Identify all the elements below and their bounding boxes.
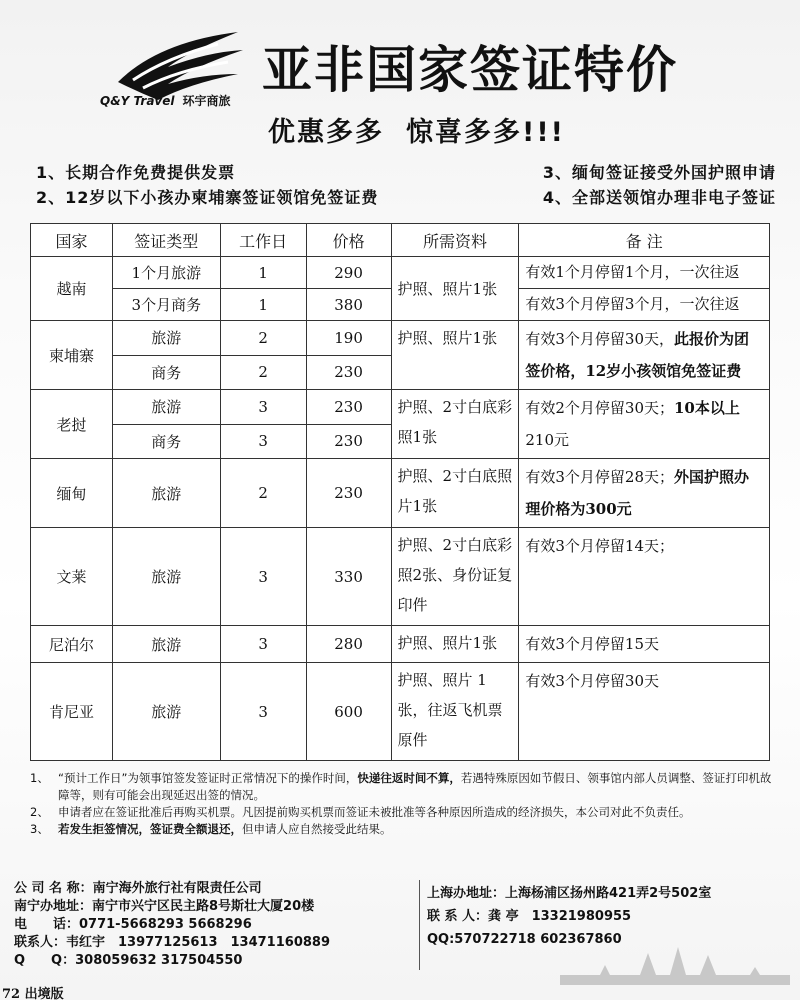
subtitle-a: 优惠多多 <box>268 117 384 148</box>
subtitle-b: 惊喜多多!!! <box>406 117 565 148</box>
contact-info <box>14 880 789 970</box>
terms-notes <box>30 770 780 838</box>
documents-cell: 护照、照片1张 <box>391 321 519 390</box>
documents-cell: 护照、照片 1张，往返飞机票原件 <box>391 663 519 761</box>
workdays-cell: 3 <box>220 528 306 626</box>
remarks-text: 有效3个月停留30天， <box>525 330 674 348</box>
country-cell: 老挝 <box>31 390 113 459</box>
brand-name <box>100 92 231 109</box>
price-cell: 230 <box>306 390 391 425</box>
note-text-bold: 若发生拒签情况，签证费全额退还， <box>58 822 242 836</box>
feature-points <box>36 160 776 210</box>
remarks-text-bold: 10本以上 <box>674 399 740 417</box>
remarks-text: 有效3个月停留28天； <box>525 468 674 486</box>
point-2: 2、12岁以下小孩办柬埔寨签证领馆免签证费 <box>36 188 379 207</box>
price-cell: 230 <box>306 459 391 528</box>
country-cell: 越南 <box>31 257 113 321</box>
workdays-cell: 3 <box>220 424 306 459</box>
header-remarks: 备 注 <box>519 224 770 257</box>
visa-type-cell: 旅游 <box>112 459 220 528</box>
header-price: 价格 <box>306 224 391 257</box>
point-3: 3、缅甸签证接受外国护照申请 <box>542 163 776 182</box>
page-footer: 72 出境版 <box>2 987 64 1002</box>
country-cell: 缅甸 <box>31 459 113 528</box>
price-cell: 290 <box>306 257 391 289</box>
visa-type-cell: 旅游 <box>112 390 220 425</box>
table-row <box>31 321 770 356</box>
workdays-cell: 2 <box>220 321 306 356</box>
workdays-cell: 1 <box>220 257 306 289</box>
country-cell: 柬埔寨 <box>31 321 113 390</box>
table-row <box>31 663 770 761</box>
workdays-cell: 3 <box>220 626 306 663</box>
visa-type-cell: 商务 <box>112 355 220 390</box>
nanning-contact <box>14 880 404 970</box>
note-item <box>30 770 780 804</box>
price-cell: 230 <box>306 355 391 390</box>
country-cell: 尼泊尔 <box>31 626 113 663</box>
contact-line: 公 司 名 称：南宁海外旅行社有限责任公司 <box>14 881 262 896</box>
table-row <box>31 459 770 528</box>
contact-line: 联 系 人：龚 亭 13321980955 <box>427 909 632 924</box>
country-cell: 文莱 <box>31 528 113 626</box>
shanghai-contact <box>427 882 787 951</box>
price-cell: 330 <box>306 528 391 626</box>
remarks-cell <box>519 390 770 459</box>
workdays-cell: 1 <box>220 289 306 321</box>
remarks-text: 有效2个月停留30天； <box>525 399 674 417</box>
note-text: 但申请人应自然接受此结果。 <box>242 822 392 836</box>
documents-cell: 护照、2寸白底彩照1张 <box>391 390 519 459</box>
note-item <box>30 804 780 821</box>
remarks-cell: 有效3个月停留3个月，一次往返 <box>519 289 770 321</box>
point-1: 1、长期合作免费提供发票 <box>36 163 236 182</box>
workdays-cell: 2 <box>220 459 306 528</box>
subtitle <box>268 110 565 149</box>
note-index: 1、 <box>30 771 49 785</box>
price-cell: 190 <box>306 321 391 356</box>
header-country: 国家 <box>31 224 113 257</box>
note-index: 3、 <box>30 822 49 836</box>
remarks-text: 210元 <box>525 431 569 449</box>
documents-cell: 护照、2寸白底照片1张 <box>391 459 519 528</box>
visa-type-cell: 商务 <box>112 424 220 459</box>
header-workdays: 工作日 <box>220 224 306 257</box>
remarks-text-bold: 外国护照办理价格为300元 <box>525 468 750 518</box>
visa-type-cell: 1个月旅游 <box>112 257 220 289</box>
remarks-cell: 有效3个月停留15天 <box>519 626 770 663</box>
brand-en: Q&Y Travel <box>100 94 175 108</box>
remarks-cell: 有效1个月停留1个月，一次往返 <box>519 257 770 289</box>
price-cell: 280 <box>306 626 391 663</box>
visa-type-cell: 旅游 <box>112 321 220 356</box>
note-text-bold: 快递往返时间不算， <box>357 771 461 785</box>
remarks-cell <box>519 321 770 390</box>
visa-type-cell: 旅游 <box>112 663 220 761</box>
workdays-cell: 3 <box>220 390 306 425</box>
contact-line: 上海办地址：上海杨浦区扬州路421弄2号502室 <box>427 886 712 901</box>
visa-type-cell: 旅游 <box>112 626 220 663</box>
remarks-cell: 有效3个月停留14天； <box>519 528 770 626</box>
remarks-cell: 有效3个月停留30天 <box>519 663 770 761</box>
workdays-cell: 2 <box>220 355 306 390</box>
brand-cn: 环宇商旅 <box>182 94 231 108</box>
note-text: “预计工作日”为领事馆签发签证时正常情况下的操作时间， <box>58 771 358 785</box>
price-cell: 230 <box>306 424 391 459</box>
visa-type-cell: 旅游 <box>112 528 220 626</box>
documents-cell: 护照、照片1张 <box>391 626 519 663</box>
table-row <box>31 257 770 289</box>
country-cell: 肯尼亚 <box>31 663 113 761</box>
contact-line: 南宁办地址：南宁市兴宁区民主路8号斯壮大厦20楼 <box>14 899 315 914</box>
divider <box>419 880 420 970</box>
contact-line: Q Q：308059632 317504550 <box>14 953 243 968</box>
contact-line: 联系人：韦红宇 13977125613 13471160889 <box>14 935 330 950</box>
remarks-cell <box>519 459 770 528</box>
price-cell: 380 <box>306 289 391 321</box>
price-cell: 600 <box>306 663 391 761</box>
visa-type-cell: 3个月商务 <box>112 289 220 321</box>
page-title: 亚非国家签证特价 <box>262 41 678 99</box>
header-documents: 所需资料 <box>391 224 519 257</box>
table-row <box>31 626 770 663</box>
documents-cell: 护照、照片1张 <box>391 257 519 321</box>
remarks-text-bold: 此报价为团签价格，12岁小孩领馆免签证费 <box>525 330 750 380</box>
table-row <box>31 390 770 425</box>
contact-line: 电 话：0771-5668293 5668296 <box>14 917 252 932</box>
point-4: 4、全部送领馆办理非电子签证 <box>542 188 776 207</box>
contact-line: QQ:570722718 602367860 <box>427 932 622 947</box>
workdays-cell: 3 <box>220 663 306 761</box>
documents-cell: 护照、2寸白底彩照2张、身份证复印件 <box>391 528 519 626</box>
table-header <box>31 224 770 257</box>
note-index: 2、 <box>30 805 49 819</box>
visa-price-table <box>30 223 770 761</box>
note-text: 申请者应在签证批准后再购买机票。凡因提前购买机票而签证未被批准等各种原因所造成的经济损失，本公司对此不负责任。 <box>58 805 691 819</box>
table-row <box>31 528 770 626</box>
note-text: 若遇特殊原因如节假日、领事馆内部人员调整、签证打印机故障等，则有可能会出现延迟出签的情况。 <box>58 771 772 802</box>
note-item <box>30 821 780 838</box>
header-visa-type: 签证类型 <box>112 224 220 257</box>
